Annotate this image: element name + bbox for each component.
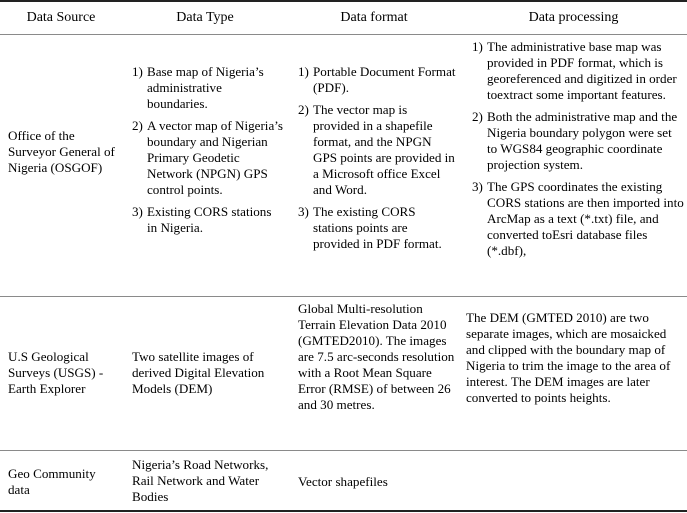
- row-1-format: [298, 64, 456, 258]
- row-1-processing: [472, 39, 684, 265]
- header-data-processing: Data processing: [528, 10, 619, 25]
- header-data-source: Data Source: [26, 10, 96, 25]
- list-item: 2) Both the administrative map and the Nigeria boundary polygon were set to WGS84 geographic coordinate projection system.: [472, 109, 678, 172]
- list-item: 3) Existing CORS stations in Nigeria.: [132, 204, 272, 235]
- list-item: 1) The administrative base map was provided in PDF format, which is georeferenced and digitized in order toextract some important features.: [472, 39, 677, 102]
- row-3-format-text: Vector shapefiles: [298, 474, 388, 489]
- row-2-type: [132, 349, 282, 397]
- row-3-format: [298, 474, 458, 490]
- row-3-type-text: Nigeria’s Road Networks, Rail Network and Water Bodies: [132, 457, 269, 504]
- row-3-source-text: Geo Community data: [8, 466, 96, 497]
- row-1-processing-list: [472, 39, 684, 259]
- table-bottom-rule: [0, 510, 687, 512]
- row-1-type-list: [132, 64, 284, 236]
- table-top-rule: [0, 0, 687, 2]
- list-item: 1) Base map of Nigeria’s administrative boundaries.: [132, 64, 264, 111]
- list-item: 3) The GPS coordinates the existing CORS stations are then imported into ArcMap as a text (*.txt) file, and converted toEsri database files (*.dbf),: [472, 179, 684, 258]
- row-2-bottom-rule: [0, 450, 687, 451]
- header-bottom-rule: [0, 34, 687, 35]
- list-item: 2) The vector map is provided in a shapefile format, and the NPGN GPS points are provided in a Microsoft office Excel and Word.: [298, 102, 455, 197]
- row-2-format-text: Global Multi-resolution Terrain Elevation Data 2010 (GMTED2010). The images are 7.5 arc-seconds resolution with a Root Mean Square Error (RMSE) of between 26 and 30 metres.: [298, 301, 455, 412]
- row-1-format-list: [298, 64, 456, 252]
- row-1-bottom-rule: [0, 296, 687, 297]
- row-2-processing-text: The DEM (GMTED 2010) are two separate images, which are mosaicked and clipped with the boundary map of Nigeria to trim the image to the area of interest. The DEM images are later converted to points heights.: [466, 310, 671, 405]
- row-2-format: [298, 301, 458, 413]
- row-3-source: [8, 466, 120, 498]
- row-1-source: [8, 128, 120, 176]
- row-1-source-text: Office of the Surveyor General of Nigeria (OSGOF): [8, 128, 115, 175]
- row-2-processing: [466, 310, 682, 406]
- list-item: 3) The existing CORS stations points are provided in PDF format.: [298, 204, 442, 251]
- row-3-type: [132, 457, 286, 505]
- row-2-type-text: Two satellite images of derived Digital Elevation Models (DEM): [132, 349, 265, 396]
- list-item: 2) A vector map of Nigeria’s boundary and Nigerian Primary Geodetic Network (NPGN) GPS control points.: [132, 118, 283, 197]
- header-data-type: Data Type: [176, 10, 234, 25]
- row-2-source: [8, 349, 120, 397]
- row-1-type: [132, 64, 284, 242]
- row-2-source-text: U.S Geological Surveys (USGS) -Earth Explorer: [8, 349, 104, 396]
- header-data-format: Data format: [340, 10, 408, 25]
- list-item: 1) Portable Document Format (PDF).: [298, 64, 456, 95]
